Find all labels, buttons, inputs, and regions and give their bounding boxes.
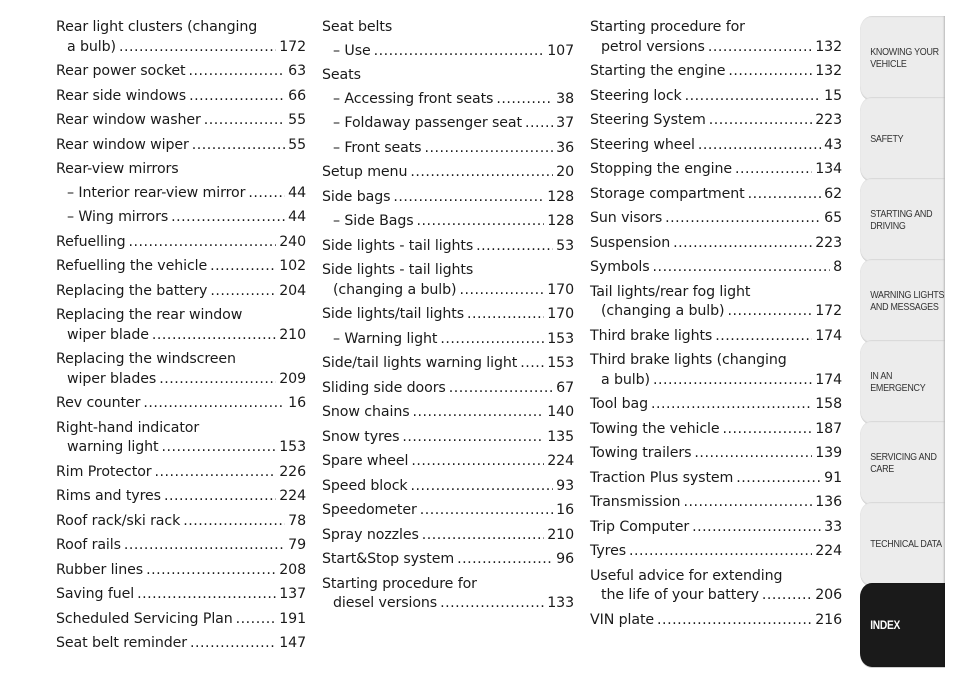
page-number: 223 [815,112,842,128]
page-number: 8 [833,259,842,275]
tab-label: IN AN EMERGENCY [870,370,926,394]
index-entry-text: Starting procedure for [590,19,745,35]
index-entry-text: Stopping the engine [590,161,732,177]
index-entry-text: Spray nozzles [322,526,419,543]
index-entry-text: Start&Stop system [322,551,455,567]
index-entry [322,212,574,232]
dot-leader [748,185,822,205]
index-entry-text: (changing a bulb) [601,303,725,319]
dot-leader [683,493,812,513]
page-number: 140 [547,404,574,420]
index-entry [590,469,842,489]
index-entry [56,634,306,654]
dot-leader [467,305,544,325]
dot-leader [248,184,285,204]
index-entry [56,561,306,581]
dot-leader [393,188,544,208]
page-number: 172 [279,38,306,55]
page-number: 38 [556,90,574,107]
index-entry [322,66,574,86]
index-entry-text: Towing trailers [590,445,692,461]
dot-leader [762,586,812,606]
index-entry-text: Side lights - tail lights [322,262,474,278]
index-entry [322,42,574,62]
dot-leader [411,477,554,497]
index-entry [56,512,306,532]
dot-leader [155,463,277,483]
index-entry-text: Rear window washer [56,112,201,128]
index-entry-text: Snow chains [322,404,410,420]
dot-leader [665,209,821,229]
index-entry [56,536,306,556]
index-entry-text: Trip Computer [590,518,690,535]
tab-starting-and-driving[interactable] [860,178,945,262]
page-number: 16 [556,502,574,518]
tab-label: STARTING AND DRIVING [870,208,933,232]
page-number: 153 [279,439,306,455]
index-entry-text: warning light [67,439,159,455]
page-number: 65 [824,210,842,226]
page-number: 204 [279,282,306,299]
page-number: 78 [288,512,306,529]
index-entry [322,237,574,257]
index-entry-text: Saving fuel [56,586,135,602]
index-entry-text: Setup menu [322,164,408,180]
page-number: 93 [556,477,574,494]
index-entry [56,585,306,605]
index-entry-text: Towing the vehicle [590,420,720,437]
index-entry-text: Roof rack/ski rack [56,512,181,529]
dot-leader [374,42,545,62]
index-entry-text: – Wing mirrors [67,209,169,225]
page-number: 44 [288,184,306,201]
index-entry-text: Storage compartment [590,185,745,202]
dot-leader [525,114,553,134]
index-entry [590,420,842,440]
page-number: 240 [279,233,306,250]
index-entry [590,567,842,606]
dot-leader [424,139,553,159]
index-heading: Seat belts [322,19,393,35]
index-entry [590,62,842,82]
page-number: 153 [547,330,574,347]
index-entry [322,428,574,448]
index-entry [56,419,306,458]
page-number: 66 [288,87,306,104]
index-entry-text: wiper blades [67,370,157,387]
index-entry-text: – Use [333,42,371,59]
dot-leader [124,536,285,556]
index-entry [322,261,574,300]
dot-leader [736,469,821,489]
dot-leader [204,111,285,131]
page-number: 139 [815,445,842,461]
index-entry-text: Refuelling [56,233,126,250]
index-entry [56,184,306,204]
page-number: 16 [288,395,306,411]
index-entry-text: VIN plate [590,611,655,628]
index-entry [322,18,574,38]
dot-leader [152,326,276,346]
page-number: 102 [279,258,306,274]
dot-leader [413,403,545,423]
index-entry-text: Sun visors [590,210,663,226]
page-number: 128 [547,213,574,229]
index-entry-text: Scheduled Servicing Plan [56,610,233,627]
dot-leader [119,38,276,58]
index-entry-text: Rims and tyres [56,488,161,504]
index-entry-text: – Foldaway passenger seat [333,115,522,131]
index-entry [56,282,306,302]
page-number: 153 [547,355,574,371]
page-number: 37 [556,115,574,131]
index-entry [322,550,574,570]
index-entry-text: diesel versions [333,595,438,611]
index-entry [322,477,574,497]
index-entry-text: Roof rails [56,537,121,553]
page-number: 20 [556,164,574,180]
index-entry-text: a bulb) [601,371,650,388]
index-entry [56,160,306,180]
dot-leader [420,501,553,521]
index-entry [590,111,842,131]
index-entry-text: Side bags [322,188,391,205]
index-column-2 [322,18,574,619]
index-entry [590,18,842,57]
index-entry-text: Symbols [590,259,650,275]
page-number: 136 [815,494,842,510]
dot-leader [457,550,553,570]
index-entry [56,463,306,483]
dot-leader [402,428,544,448]
index-entry-text: petrol versions [601,38,705,55]
index-entry-text: wiper blade [67,326,149,343]
page-number: 36 [556,139,574,156]
tab-label: SAFETY [870,133,904,145]
dot-leader [673,234,812,254]
page-number: 224 [547,453,574,469]
index-entry-text: Rear power socket [56,63,186,79]
dot-leader [159,370,276,390]
index-entry [590,395,842,415]
index-entry-text: Side/tail lights warning light [322,355,518,371]
tab-warning-lights-and-messages[interactable] [860,259,945,343]
index-entry-text: Transmission [590,494,681,510]
page-number: 96 [556,551,574,567]
index-entry-text: a bulb) [67,38,116,55]
index-entry-text: – Warning light [333,330,438,347]
index-entry-text: Rear side windows [56,87,187,104]
page-number: 55 [288,112,306,128]
index-entry [56,487,306,507]
page-number: 170 [547,281,574,298]
index-entry [56,62,306,82]
index-entry [590,136,842,156]
dot-leader [735,160,812,180]
index-entry-text: Traction Plus system [590,469,734,486]
dot-leader [692,518,821,538]
index-entry-text: Speed block [322,477,408,494]
index-entry [56,87,306,107]
page-number: 172 [815,303,842,319]
index-entry [322,354,574,374]
dot-leader [210,257,276,277]
dot-leader [236,610,277,630]
dot-leader [449,379,553,399]
chapter-tabs [860,0,960,678]
index-column-1 [56,18,306,659]
dot-leader [708,38,812,58]
index-entry-text: Sliding side doors [322,379,446,396]
index-entry [322,90,574,110]
index-entry [322,575,574,614]
page-number: 44 [288,209,306,225]
index-entry-text: Side lights - tail lights [322,237,474,254]
index-entry [56,306,306,345]
index-entry-text: Side lights/tail lights [322,306,464,322]
tab-index[interactable] [860,583,945,667]
index-entry [56,18,306,57]
page-number: 133 [547,595,574,611]
dot-leader [440,330,544,350]
page-number: 53 [556,237,574,254]
dot-leader [723,420,813,440]
index-entry-text: Tool bag [590,396,648,412]
index-entry [322,305,574,325]
page-number: 67 [556,379,574,396]
index-entry [56,233,306,253]
dot-leader [520,354,544,374]
index-entry [322,379,574,399]
dot-leader [129,233,277,253]
index-entry [56,350,306,389]
index-entry-text: Right-hand indicator [56,419,200,436]
index-entry [322,501,574,521]
index-entry-text: Rear window wiper [56,136,189,153]
page-number: 174 [815,371,842,388]
index-entry [322,114,574,134]
index-entry-text: Suspension [590,234,671,251]
dot-leader [496,90,553,110]
index-column-3 [590,18,842,635]
index-entry-text: Useful advice for extending [590,567,783,584]
page-number: 210 [547,526,574,543]
index-entry-text: Rear light clusters (changing [56,19,258,35]
index-entry [56,257,306,277]
page-number: 224 [815,543,842,559]
page-number: 15 [824,87,842,104]
index-entry-text: Rev counter [56,395,141,411]
dot-leader [440,594,544,614]
dot-leader [657,611,812,631]
tab-knowing-your-vehicle[interactable] [860,16,945,100]
index-entry [590,185,842,205]
dot-leader [189,62,286,82]
index-entry [56,394,306,414]
page-number: 79 [288,537,306,553]
page-number: 55 [288,136,306,153]
index-entry-text: Rubber lines [56,561,144,578]
dot-leader [653,371,812,391]
tab-label: WARNING LIGHTS AND MESSAGES [870,289,945,313]
index-entry [590,234,842,254]
index-entry-text: – Accessing front seats [333,90,494,107]
index-entry-text: Tyres [590,543,626,559]
index-entry [590,518,842,538]
page-number: 134 [815,161,842,177]
index-entry-text: Tail lights/rear fog light [590,283,751,300]
index-heading: Rear-view mirrors [56,161,179,177]
index-entry-text: Steering wheel [590,136,695,153]
dot-leader [709,111,813,131]
index-entry [322,452,574,472]
tab-in-an-emergency[interactable] [860,340,945,424]
dot-leader [143,394,285,414]
index-entry-text: – Side Bags [333,213,414,229]
index-entry [322,188,574,208]
index-entry-text: Refuelling the vehicle [56,258,208,274]
dot-leader [728,62,812,82]
page-number: 135 [547,428,574,445]
index-entry [590,542,842,562]
dot-leader [189,87,285,107]
dot-leader [146,561,276,581]
index-entry-text: Replacing the windscreen [56,351,236,367]
page-number: 224 [279,488,306,504]
dot-leader [410,163,553,183]
dot-leader [694,444,812,464]
index-entry [590,611,842,631]
dot-leader [417,212,545,232]
index-entry-text: Starting procedure for [322,575,477,592]
index-entry-text: Seat belt reminder [56,635,188,651]
index-entry [322,403,574,423]
index-entry-text: Speedometer [322,502,417,518]
index-entry-text: – Front seats [333,139,422,156]
index-entry-text: Rim Protector [56,463,152,480]
tab-label: TECHNICAL DATA [870,538,942,550]
dot-leader [164,487,276,507]
page-number: 206 [815,587,842,603]
index-entry-text: Snow tyres [322,428,400,445]
index-entry [56,208,306,228]
dot-leader [210,282,276,302]
dot-leader [685,87,821,107]
index-entry-text: – Interior rear-view mirror [67,184,246,201]
page-number: 33 [824,518,842,535]
page-number: 216 [815,611,842,628]
page-number: 132 [815,63,842,79]
page-number: 137 [279,586,306,602]
page-number: 223 [815,234,842,251]
tab-technical-data[interactable] [860,502,945,586]
page-number: 226 [279,463,306,480]
dot-leader [698,136,821,156]
index-entry [590,444,842,464]
index-entry-text: Replacing the battery [56,282,208,299]
dot-leader [183,512,285,532]
dot-leader [171,208,285,228]
index-entry [322,330,574,350]
page-number: 170 [547,306,574,322]
page-number: 147 [279,635,306,651]
index-entry [590,493,842,513]
index-entry-text: Replacing the rear window [56,307,243,323]
index-entry-text: Steering System [590,112,706,128]
page-number: 43 [824,136,842,153]
page-number: 210 [279,326,306,343]
index-entry-text: Steering lock [590,87,682,104]
index-entry-text: Starting the engine [590,63,726,79]
index-entry-text: the life of your battery [601,587,759,603]
dot-leader [190,634,276,654]
index-entry [590,283,842,322]
index-entry [590,209,842,229]
index-entry [322,163,574,183]
dot-leader [411,452,544,472]
page-number: 107 [547,42,574,59]
dot-leader [727,302,812,322]
tab-label: SERVICING AND CARE [870,451,937,475]
dot-leader [192,136,285,156]
index-entry-text: Third brake lights [590,327,713,344]
index-entry [590,351,842,390]
page-number: 208 [279,561,306,578]
page-number: 63 [288,63,306,79]
page-number: 191 [279,610,306,627]
index-entry-text: (changing a bulb) [333,281,457,298]
index-entry [590,160,842,180]
page-number: 209 [279,370,306,387]
index-heading: Seats [322,67,361,83]
page-number: 132 [815,38,842,55]
index-entry [322,139,574,159]
dot-leader [137,585,276,605]
tab-label: INDEX [870,618,901,632]
dot-leader [422,526,544,546]
page-number: 158 [815,396,842,412]
index-entry [56,610,306,630]
tab-label: KNOWING YOUR VEHICLE [870,46,939,70]
dot-leader [651,395,812,415]
index-entry [590,87,842,107]
index-entry-text: Spare wheel [322,453,409,469]
page-number: 91 [824,469,842,486]
page-number: 128 [547,188,574,205]
index-entry [590,327,842,347]
dot-leader [715,327,812,347]
dot-leader [629,542,812,562]
dot-leader [459,281,544,301]
tab-servicing-and-care[interactable] [860,421,945,505]
page-number: 62 [824,185,842,202]
index-entry [590,258,842,278]
dot-leader [161,438,276,458]
dot-leader [476,237,553,257]
index-entry [322,526,574,546]
dot-leader [653,258,831,278]
index-entry-text: Third brake lights (changing [590,352,787,368]
index-entry [56,111,306,131]
page-number: 187 [815,420,842,437]
page-number: 174 [815,327,842,344]
tab-safety[interactable] [860,97,945,181]
index-entry [56,136,306,156]
